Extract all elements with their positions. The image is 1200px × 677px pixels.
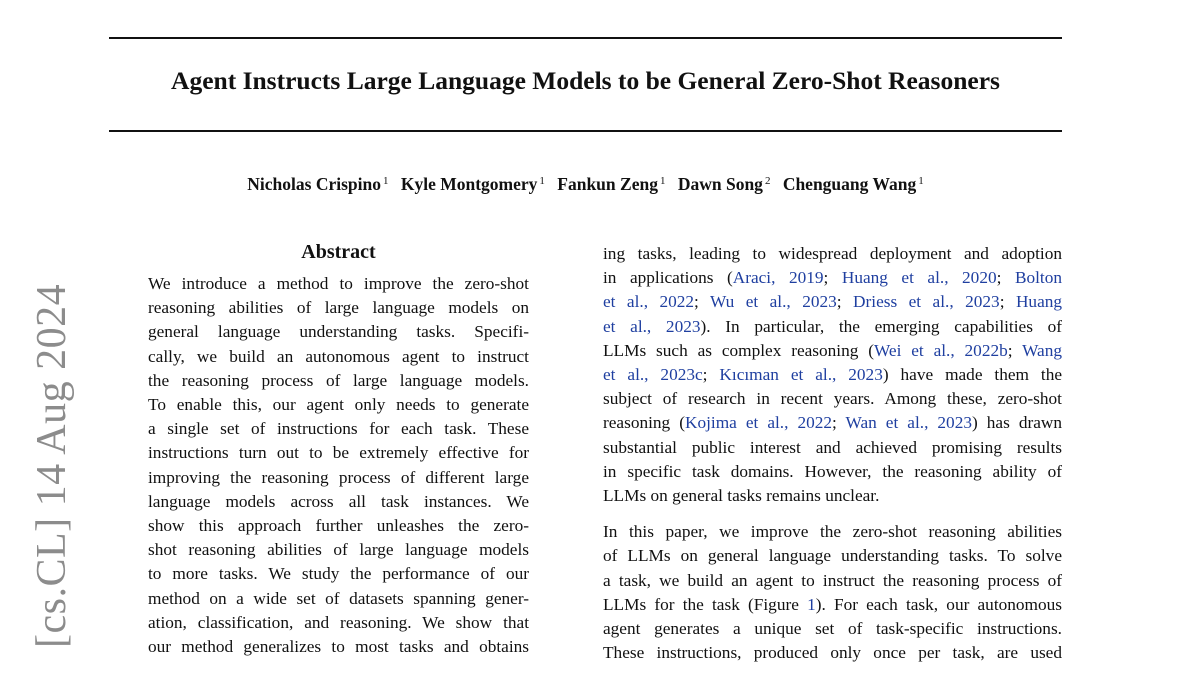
- text-segment: ;: [999, 292, 1016, 312]
- citation-link[interactable]: Wan et al., 2023: [845, 413, 972, 433]
- text-segment: ;: [694, 292, 710, 312]
- text-segment: These instructions, produced only once per task, are used: [603, 643, 1062, 663]
- author-name: Kyle Montgomery: [400, 174, 538, 194]
- citation-link[interactable]: 1: [807, 594, 816, 614]
- text-line: [603, 266, 1062, 290]
- text-line: [603, 593, 1062, 617]
- abstract-line: method on a wide set of datasets spanning gener-: [148, 588, 529, 608]
- abstract-line: shot reasoning abilities of large language models: [148, 540, 529, 560]
- abstract-heading: Abstract: [301, 241, 376, 263]
- citation-link[interactable]: Bolton: [1014, 268, 1062, 288]
- citation-link[interactable]: Kojima et al., 2022: [684, 413, 833, 433]
- author-4: [678, 174, 771, 194]
- text-segment: reasoning (: [603, 413, 685, 433]
- abstract-line: ation, classification, and reasoning. We show that: [148, 612, 529, 632]
- author-name: Chenguang Wang: [782, 174, 917, 194]
- title-bottom-rule: [109, 130, 1062, 132]
- citation-link[interactable]: Wei et al., 2022b: [874, 340, 1008, 360]
- author-3: [557, 174, 665, 194]
- text-segment: ). For each task, our autonomous: [815, 594, 1062, 614]
- author-affiliation: 1: [382, 175, 389, 187]
- abstract-line: general language understanding tasks. Specifi-: [148, 322, 529, 342]
- citation-link[interactable]: et al., 2023: [603, 316, 701, 336]
- text-segment: ). In particular, the emerging capabilities of: [700, 316, 1062, 336]
- author-name: Fankun Zeng: [557, 174, 658, 194]
- text-line: [603, 339, 1062, 363]
- author-name: Dawn Song: [677, 174, 763, 194]
- text-line: [603, 544, 1062, 568]
- abstract-line: We introduce a method to improve the zero-shot: [148, 274, 529, 293]
- abstract-line: instructions turn out to be extremely effective for: [148, 443, 529, 463]
- text-line: [603, 569, 1062, 593]
- intro-paragraph-2: [603, 520, 1062, 665]
- paper-title: Agent Instructs Large Language Models to be General Zero-Shot Reasoners: [171, 66, 1000, 95]
- text-segment: LLMs on general tasks remains unclear.: [603, 486, 880, 506]
- citation-link[interactable]: Araci, 2019: [732, 268, 824, 288]
- text-segment: in specific task domains. However, the reasoning ability of: [603, 461, 1062, 481]
- text-segment: ;: [823, 268, 842, 288]
- text-segment: ;: [702, 365, 720, 385]
- abstract-column: [148, 238, 529, 659]
- text-line: [603, 436, 1062, 460]
- text-segment: LLMs such as complex reasoning (: [603, 340, 874, 360]
- abstract-line: show this approach further unleashes the zero-: [148, 516, 529, 536]
- citation-link[interactable]: Wang: [1022, 340, 1062, 360]
- author-list: [109, 174, 1062, 195]
- citation-link[interactable]: Huang et al., 2020: [841, 268, 997, 288]
- text-segment: ;: [832, 413, 846, 433]
- text-line: [603, 387, 1062, 411]
- author-5: [783, 174, 924, 194]
- abstract-line: the reasoning process of large language models.: [148, 370, 529, 390]
- text-line: [603, 315, 1062, 339]
- abstract-line: to more tasks. We study the performance of our: [148, 564, 529, 584]
- author-1: [247, 174, 388, 194]
- abstract-line: a single set of instructions for each task. These: [148, 419, 529, 439]
- abstract-line: reasoning abilities of large language models on: [148, 298, 529, 318]
- text-line: [603, 290, 1062, 314]
- text-segment: ;: [996, 268, 1015, 288]
- author-affiliation: 2: [764, 175, 771, 187]
- text-segment: ;: [1007, 340, 1023, 360]
- abstract-line: language models across all task instances. We: [148, 491, 529, 511]
- text-line: [603, 363, 1062, 387]
- author-affiliation: 1: [659, 175, 666, 187]
- text-segment: In this paper, we improve the zero-shot reasoning abilities: [603, 522, 1062, 542]
- title-top-rule: [109, 37, 1062, 39]
- intro-paragraph-1: [603, 242, 1062, 508]
- text-segment: LLMs for the task (Figure: [603, 594, 808, 614]
- abstract-line: our method generalizes to most tasks and obtains: [148, 637, 529, 657]
- text-segment: ) has drawn: [971, 413, 1062, 433]
- text-segment: subject of research in recent years. Among these, zero-shot: [603, 389, 1062, 409]
- introduction-column: [603, 242, 1062, 677]
- citation-link[interactable]: Kıcıman et al., 2023: [719, 365, 883, 385]
- citation-link[interactable]: et al., 2022: [603, 292, 695, 312]
- text-line: [603, 617, 1062, 641]
- arxiv-sidebar-stamp: [cs.CL] 14 Aug 2024: [29, 283, 75, 648]
- text-segment: ing tasks, leading to widespread deployment and adoption: [603, 244, 1062, 263]
- text-line: [603, 520, 1062, 544]
- text-segment: agent generates a unique set of task-specific instructions.: [603, 619, 1062, 639]
- text-line: [603, 460, 1062, 484]
- citation-link[interactable]: Huang: [1015, 292, 1063, 312]
- citation-link[interactable]: et al., 2023c: [603, 365, 703, 385]
- text-line: [603, 484, 1062, 508]
- text-segment: ;: [836, 292, 854, 312]
- text-segment: in applications (: [603, 268, 733, 288]
- abstract-line: To enable this, our agent only needs to generate: [148, 395, 529, 415]
- text-line: [603, 242, 1062, 266]
- citation-link[interactable]: Wu et al., 2023: [710, 292, 837, 312]
- abstract-body: [148, 272, 529, 659]
- author-name: Nicholas Crispino: [247, 174, 381, 194]
- citation-link[interactable]: Driess et al., 2023: [853, 292, 1000, 312]
- author-affiliation: 1: [918, 175, 924, 187]
- abstract-line: improving the reasoning process of different large: [148, 467, 529, 487]
- text-segment: ) have made them the: [882, 365, 1063, 385]
- text-segment: of LLMs on general language understanding tasks. To solve: [603, 546, 1062, 566]
- text-line: [603, 641, 1062, 665]
- text-line: [603, 411, 1062, 435]
- text-segment: substantial public interest and achieved promising results: [603, 437, 1062, 457]
- author-affiliation: 1: [539, 175, 545, 187]
- author-2: [401, 174, 545, 194]
- abstract-line: cally, we build an autonomous agent to instruct: [148, 346, 529, 366]
- text-segment: a task, we build an agent to instruct the reasoning process of: [603, 570, 1062, 590]
